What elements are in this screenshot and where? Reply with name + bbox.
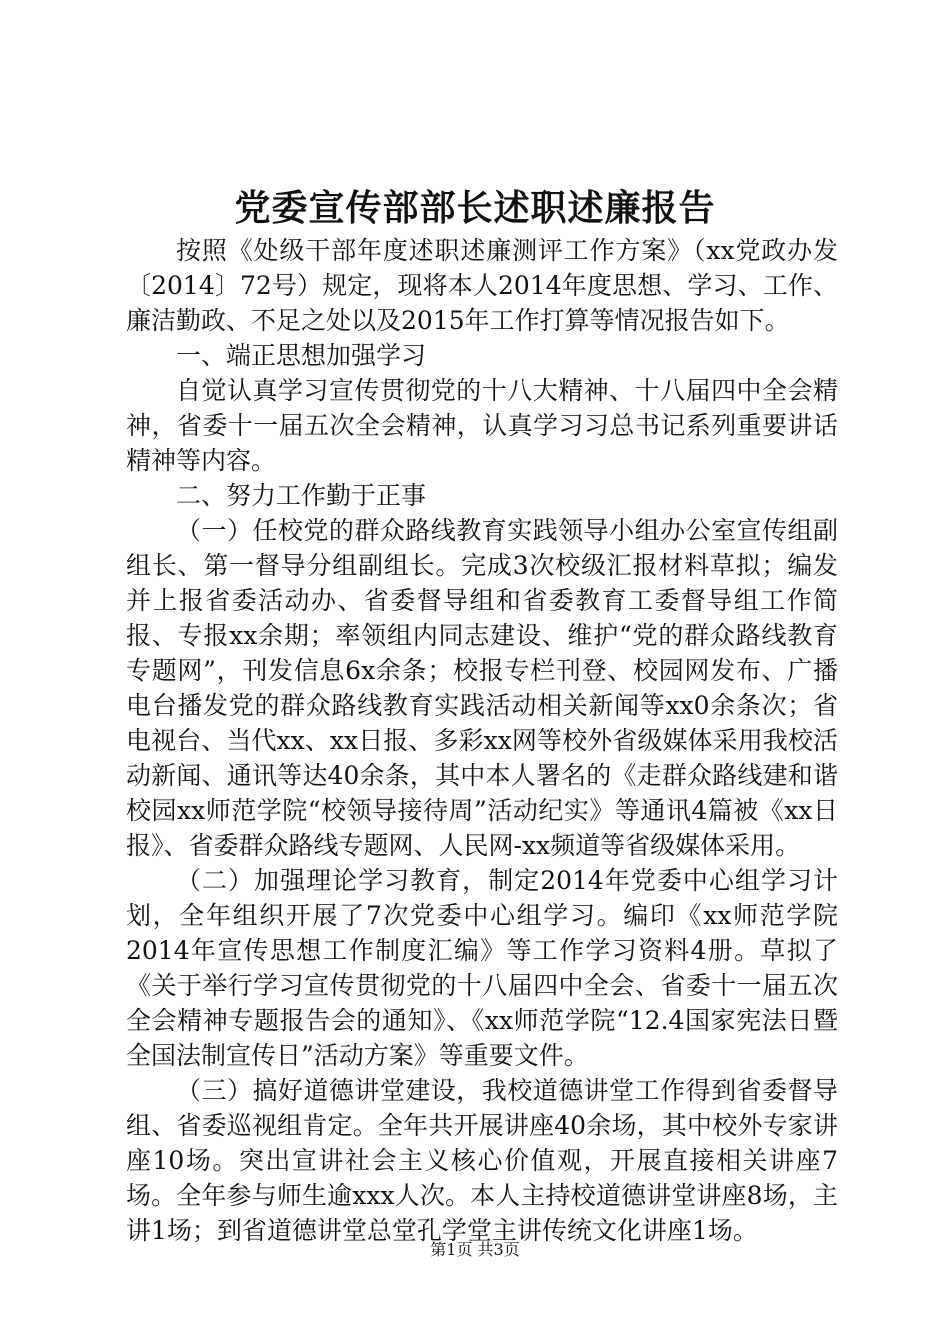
document-title: 党委宣传部部长述职述廉报告 bbox=[234, 187, 716, 229]
document-body bbox=[126, 233, 838, 1248]
section-2-item-3: （三）搞好道德讲堂建设，我校道德讲堂工作得到省委督导组、省委巡视组肯定。全年共开展讲座40余场，其中校外专家讲座10场。突出宣讲社会主义核心价值观，开展直接相关讲座7场。全年参与师生逾xxx人次。本人主持校道德讲堂讲座8场，主讲1场；到省道德讲堂总堂孔学堂主讲传统文化讲座1场。 bbox=[126, 1076, 838, 1245]
intro-paragraph: 按照《处级干部年度述职述廉测评工作方案》（xx党政办发〔2014〕72号）规定，现将本人2014年度思想、学习、工作、廉洁勤政、不足之处以及2015年工作打算等情况报告如下。 bbox=[126, 236, 838, 335]
section-2-item-2: （二）加强理论学习教育，制定2014年党委中心组学习计划，全年组织开展了7次党委中心组学习。编印《xx师范学院2014年宣传思想工作制度汇编》等工作学习资料4册。草拟了《关于举行学习宣传贯彻党的十八届四中全会、省委十一届五次全会精神专题报告会的通知》、《xx师范学院“12.4国家宪法日暨全国法制宣传日”活动方案》等重要文件。 bbox=[126, 866, 838, 1070]
section-1-paragraph: 自觉认真学习宣传贯彻党的十八大精神、十八届四中全会精神，省委十一届五次全会精神，认真学习习总书记系列重要讲话精神等内容。 bbox=[126, 376, 838, 475]
page-number: 第1页 共3页 bbox=[430, 1240, 520, 1259]
section-heading-1: 一、端正思想加强学习 bbox=[176, 341, 427, 370]
section-heading-2: 二、努力工作勤于正事 bbox=[176, 481, 427, 510]
section-2-item-1: （一）任校党的群众路线教育实践领导小组办公室宣传组副组长、第一督导分组副组长。完成3次校级汇报材料草拟；编发并上报省委活动办、省委督导组和省委教育工委督导组工作简报、专报xx余期；率领组内同志建设、维护“党的群众路线教育专题网”，刊发信息6x余条；校报专栏刊登、校园网发布、广播电台播发党的群众路线教育实践活动相关新闻等xx0余条次；省电视台、当代xx、xx日报、多彩xx网等校外省级媒体采用我校活动新闻、通讯等达40余条，其中本人署名的《走群众路线建和谐校园xx师范学院“校领导接待周”活动纪实》等通讯4篇被《xx日报》、省委群众路线专题网、人民网-xx频道等省级媒体采用。 bbox=[126, 516, 838, 860]
